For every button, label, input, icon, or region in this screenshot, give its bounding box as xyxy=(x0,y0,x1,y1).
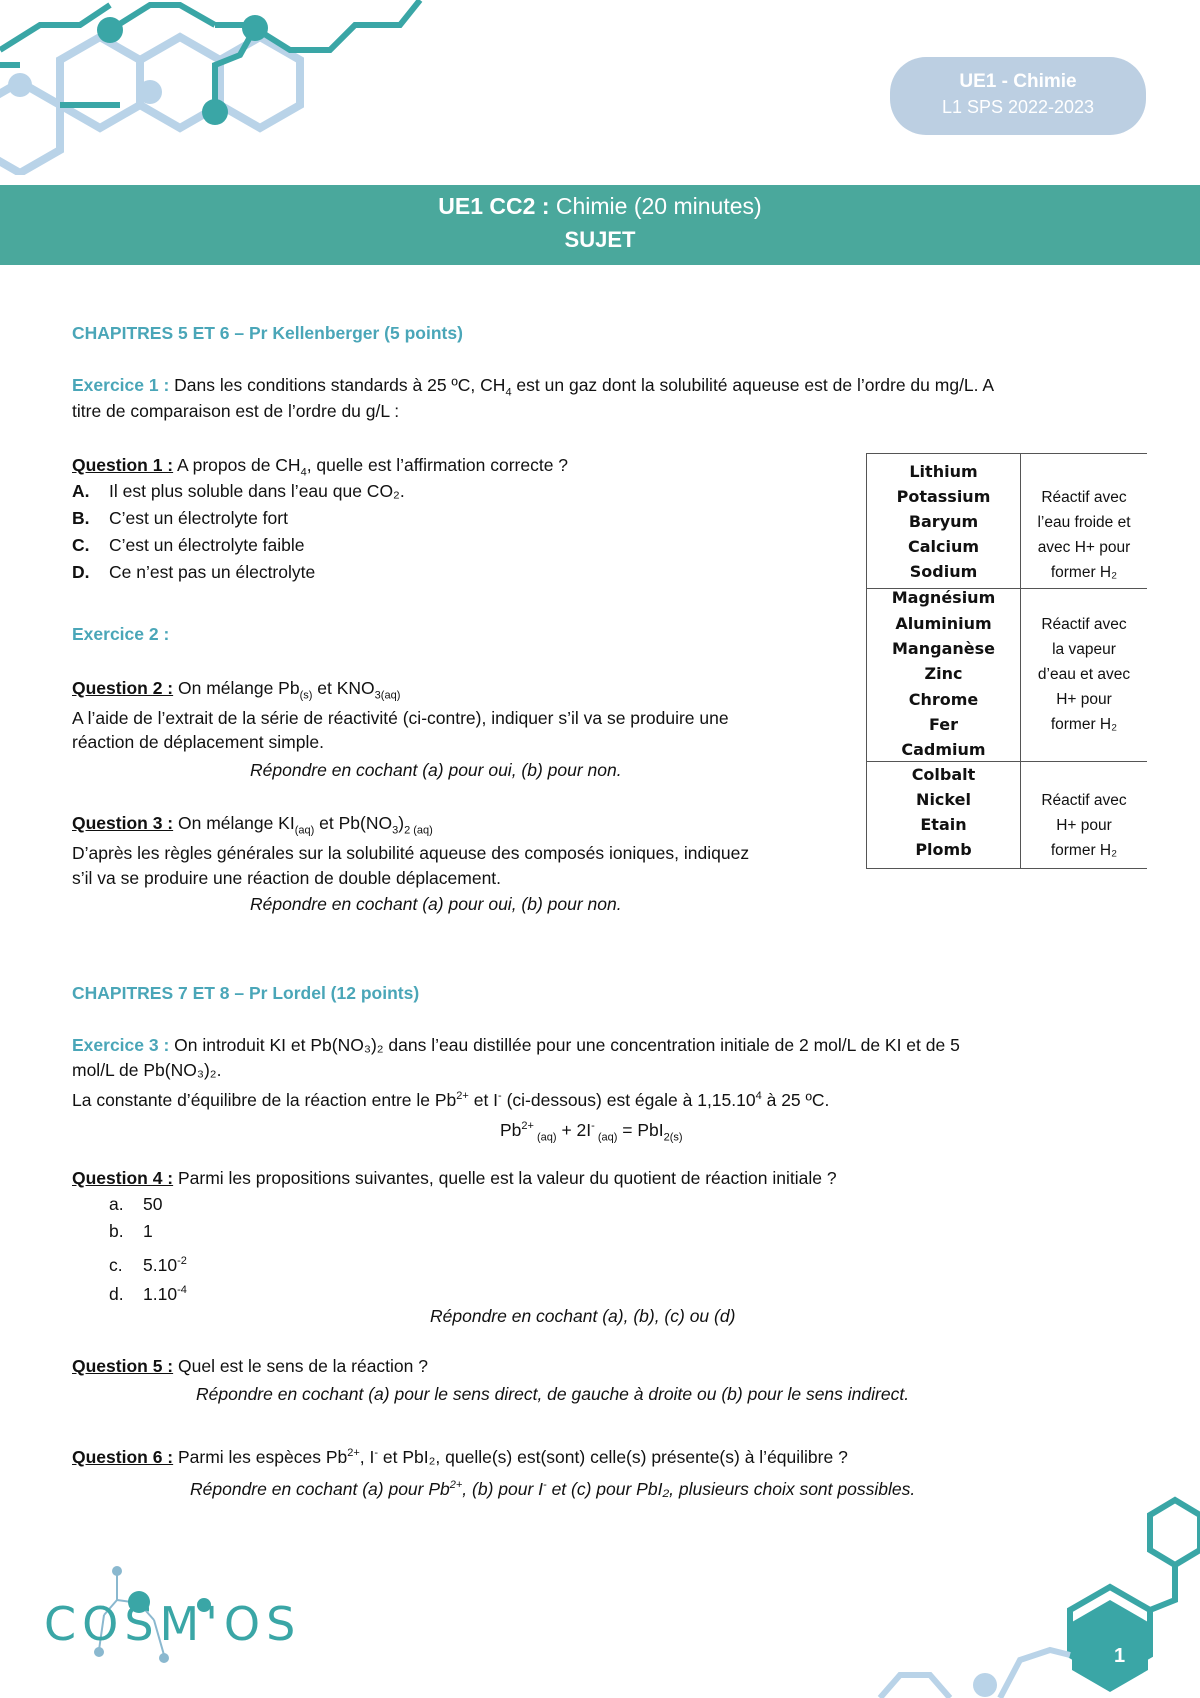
question2-text: Question 2 : On mélange $Pb_{(s)}$ et $KNO_{3(aq)}$ xyxy=(72,678,401,702)
metal-name: Chrome xyxy=(908,690,979,709)
exercise1-text: Exercice 1 : Dans les conditions standards à 25 ºC, $CH_4$ est un gaz dont la solubilité aqueuse est de l’ordre du mg/L. A xyxy=(72,375,995,399)
course-badge-title: UE1 - Chimie xyxy=(959,71,1077,92)
q1-option-a: A. Il est plus soluble dans l’eau que CO₂. xyxy=(72,481,405,501)
metal-name: Colbalt xyxy=(911,765,976,784)
metal-name: Cadmium xyxy=(901,740,986,759)
metal-name: Nickel xyxy=(916,790,971,809)
section1-heading: CHAPITRES 5 ET 6 – Pr Kellenberger (5 points) xyxy=(72,323,463,343)
question3-text: Question 3 : On mélange $KI_{(aq)}$ et $Pb(NO_3)_{2 (aq)}$ xyxy=(72,813,433,837)
metal-name: Calcium xyxy=(907,537,980,556)
question5-text: Question 5 : Quel est le sens de la réaction ? xyxy=(72,1356,428,1376)
metal-name: Sodium xyxy=(909,562,978,581)
reactivity-desc: Réactif avec H+ pour former H₂ xyxy=(1041,792,1127,859)
course-badge-year: L1 SPS 2022-2023 xyxy=(941,97,1095,117)
metal-name: Zinc xyxy=(924,664,963,683)
reactivity-desc: Réactif avec l’eau froide et avec H+ pour former H₂ xyxy=(1037,489,1131,581)
q1-option-d: D. Ce n’est pas un électrolyte xyxy=(72,562,316,582)
metal-name: Fer xyxy=(928,715,959,734)
section2-heading: CHAPITRES 7 ET 8 – Pr Lordel (12 points) xyxy=(72,983,420,1003)
q4-option-c: c. $5.10^{-2}$ xyxy=(109,1254,187,1275)
question3-instruction: Répondre en cochant (a) pour oui, (b) pour non. xyxy=(250,894,622,914)
question4-instruction: Répondre en cochant (a), (b), (c) ou (d) xyxy=(430,1306,736,1326)
metal-name: Potassium xyxy=(896,487,991,506)
metal-name: Etain xyxy=(920,815,967,834)
course-badge xyxy=(890,57,1146,135)
exam-title: UE1 CC2 : Chimie (20 minutes) xyxy=(438,193,762,219)
question4-text: Question 4 : Parmi les propositions suivantes, quelle est la valeur du quotient de réaction initiale ? xyxy=(72,1168,837,1188)
metal-name: Manganèse xyxy=(892,639,995,658)
title-banner xyxy=(0,185,1200,265)
exercise3-text-line3: La constante d’équilibre de la réaction entre le $Pb^{2+}$ et I- (ci-dessous) est égale à 1,15.10$^4$ à 25 ºC. xyxy=(72,1089,830,1110)
metal-name: Baryum xyxy=(908,512,979,531)
hexagon-decoration-top xyxy=(0,0,430,175)
exercise1-text-line2: titre de comparaison est de l’ordre du g/L : xyxy=(72,401,400,421)
q4-option-b: b. 1 xyxy=(109,1221,153,1241)
exam-subtitle: SUJET xyxy=(564,227,636,252)
question6-instruction: Répondre en cochant (a) pour $Pb^{2+}$, (b) pour I- et (c) pour PbI₂, plusieurs choix sont possibles. xyxy=(190,1478,916,1499)
metal-name: Lithium xyxy=(909,462,978,481)
question2-instruction: Répondre en cochant (a) pour oui, (b) pour non. xyxy=(250,760,622,780)
exercise2-heading: Exercice 2 : xyxy=(72,624,170,644)
question6-text: Question 6 : Parmi les espèces $Pb^{2+}$, I- et PbI₂, quelle(s) est(sont) celle(s) présente(s) à l’équilibre ? xyxy=(72,1446,848,1467)
metal-name: Aluminium xyxy=(895,614,992,633)
page-number: 1 xyxy=(1114,1645,1126,1667)
question1-text: Question 1 : A propos de $CH_4$, quelle est l’affirmation correcte ? xyxy=(72,455,569,479)
q4-option-d: d. $1.10^{-4}$ xyxy=(109,1283,187,1304)
q4-option-a: a. 50 xyxy=(109,1194,163,1214)
question3-text-line2: D’après les règles générales sur la solubilité aqueuse des composés ioniques, indiquez xyxy=(72,843,750,863)
q1-option-c: C. C’est un électrolyte faible xyxy=(72,535,305,555)
q1-option-b: B. C’est un électrolyte fort xyxy=(72,508,288,528)
hexagon-decoration-bottom xyxy=(780,1480,1200,1698)
question5-instruction: Répondre en cochant (a) pour le sens direct, de gauche à droite ou (b) pour le sens indirect. xyxy=(196,1384,910,1404)
metal-name: Magnésium xyxy=(891,588,996,607)
question2-text-line3: réaction de déplacement simple. xyxy=(72,732,324,752)
exercise3-text: Exercice 3 : On introduit KI et Pb(NO₃)₂ dans l’eau distillée pour une concentration initiale de 2 mol/L de KI et de 5 xyxy=(72,1035,960,1055)
reactivity-desc: Réactif avec la vapeur d’eau et avec H+ pour former H₂ xyxy=(1037,616,1131,733)
reaction-equation: $Pb^{2+}$ $_{(aq)}$ + 2I- $_{(aq)}$ = PbI$_{2(s)}$ xyxy=(500,1119,683,1144)
question3-text-line3: s’il va se produire une réaction de double déplacement. xyxy=(72,868,502,888)
question2-text-line2: A l’aide de l’extrait de la série de réactivité (ci-contre), indiquer s’il va se produire une xyxy=(72,708,729,728)
reactivity-series-table xyxy=(866,453,1147,869)
cosmos-logo xyxy=(44,1555,302,1675)
logo-text: COSM'OS xyxy=(44,1597,302,1651)
exercise3-text-line2: mol/L de Pb(NO₃)₂. xyxy=(72,1060,222,1080)
metal-name: Plomb xyxy=(915,840,972,859)
